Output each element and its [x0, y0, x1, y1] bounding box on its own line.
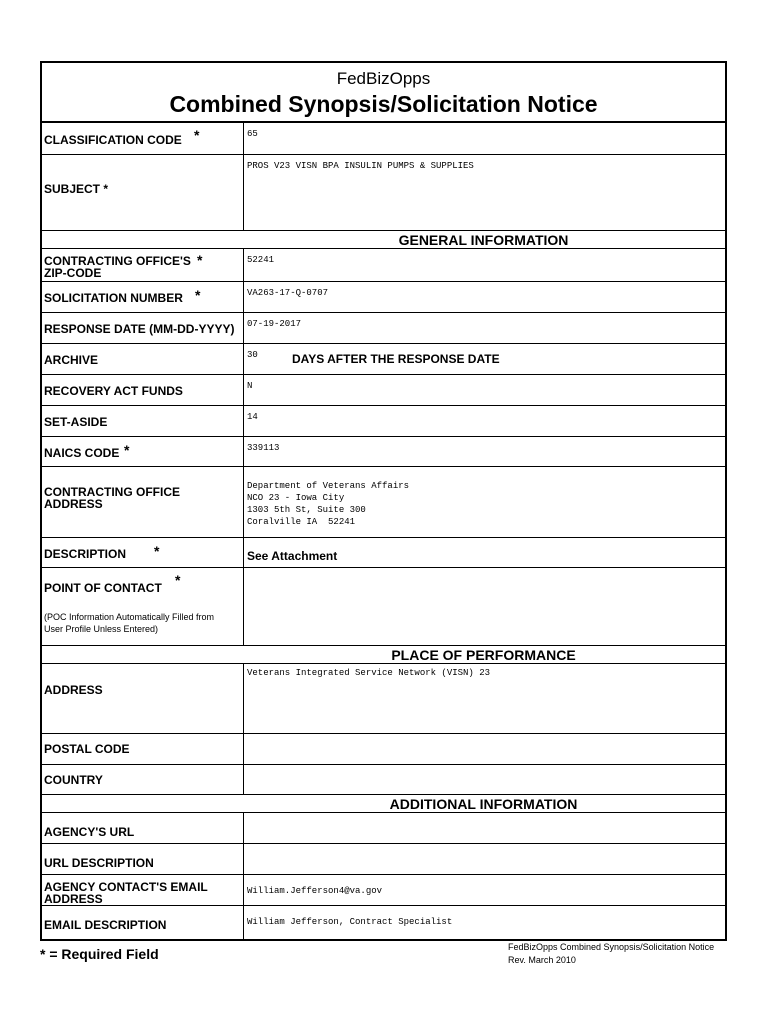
agency-contact-email-value: William.Jefferson4@va.gov: [247, 886, 383, 896]
office-address-line: NCO 23 - Iowa City: [247, 493, 345, 503]
postal-code-label: POSTAL CODE: [44, 742, 130, 756]
subject-label: SUBJECT *: [44, 182, 109, 196]
archive-suffix: DAYS AFTER THE RESPONSE DATE: [292, 352, 500, 366]
form-revision-note: [508, 941, 714, 967]
section-additional-title: ADDITIONAL INFORMATION: [389, 796, 578, 812]
archive-field[interactable]: [243, 344, 725, 374]
email-description-label: EMAIL DESCRIPTION: [44, 918, 167, 932]
archive-label: ARCHIVE: [44, 353, 99, 367]
row-naics-code: [42, 437, 725, 467]
zip-code-field[interactable]: [243, 249, 725, 281]
required-star: *: [154, 543, 160, 559]
row-pop-address: [42, 664, 725, 734]
required-star: *: [175, 572, 181, 588]
subject-field[interactable]: [243, 155, 725, 230]
section-general-title: GENERAL INFORMATION: [398, 232, 569, 248]
email-description-value: William Jefferson, Contract Specialist: [247, 917, 453, 927]
required-star: *: [194, 127, 200, 143]
pop-address-value: Veterans Integrated Service Network (VISN) 23: [247, 668, 491, 678]
agency-url-field[interactable]: [243, 813, 725, 843]
row-point-of-contact: [42, 568, 725, 646]
row-zip-code: [42, 249, 725, 282]
pop-address-label: ADDRESS: [44, 683, 103, 697]
description-label: DESCRIPTION: [44, 547, 127, 561]
row-email-description: [42, 906, 725, 939]
poc-note: (POC Information Automatically Filled from User Profile Unless Entered): [44, 612, 215, 634]
row-recovery-act-funds: [42, 375, 725, 406]
form-name: FedBizOpps Combined Synopsis/Solicitation Notice: [508, 942, 715, 952]
agency-contact-email-field[interactable]: [243, 875, 725, 905]
response-date-label: RESPONSE DATE (MM-DD-YYYY): [44, 322, 235, 336]
form-revision: Rev. March 2010: [508, 955, 576, 965]
row-agency-contact-email: [42, 875, 725, 906]
row-subject: [42, 155, 725, 231]
agency-contact-email-label: AGENCY CONTACT'S EMAIL ADDRESS: [44, 880, 208, 906]
required-star: *: [195, 287, 201, 303]
set-aside-value: 14: [247, 412, 258, 422]
set-aside-field[interactable]: [243, 406, 725, 436]
row-contracting-office-address: [42, 467, 725, 538]
classification-code-field[interactable]: [243, 123, 725, 154]
description-value: See Attachment: [247, 549, 338, 563]
url-description-label: URL DESCRIPTION: [44, 856, 154, 870]
required-field-note: * = Required Field: [40, 946, 159, 962]
row-agency-url: [42, 813, 725, 844]
section-place-title: PLACE OF PERFORMANCE: [391, 647, 576, 663]
agency-url-label: AGENCY'S URL: [44, 825, 135, 839]
office-address-line: 1303 5th St, Suite 300: [247, 505, 366, 515]
point-of-contact-label: POINT OF CONTACT: [44, 581, 162, 595]
set-aside-label: SET-ASIDE: [44, 415, 108, 429]
solicitation-number-field[interactable]: [243, 282, 725, 312]
response-date-value: 07-19-2017: [247, 319, 302, 329]
classification-code-label: CLASSIFICATION CODE: [44, 133, 182, 147]
naics-code-label: NAICS CODE: [44, 446, 120, 460]
row-classification-code: [42, 123, 725, 155]
form-title: Combined Synopsis/Solicitation Notice: [169, 91, 598, 117]
section-additional-information: [42, 795, 725, 813]
required-star: *: [124, 442, 130, 458]
section-general-information: [42, 231, 725, 249]
pop-address-field[interactable]: [243, 664, 725, 733]
solicitation-number-value: VA263-17-Q-0707: [247, 288, 329, 298]
email-description-field[interactable]: [243, 906, 725, 939]
row-description: [42, 538, 725, 568]
office-address-line: Coralville IA 52241: [247, 517, 356, 527]
office-address-line: Department of Veterans Affairs: [247, 481, 410, 491]
recovery-act-funds-value: N: [247, 381, 253, 391]
subject-value: PROS V23 VISN BPA INSULIN PUMPS & SUPPLIES: [247, 161, 474, 171]
recovery-act-funds-label: RECOVERY ACT FUNDS: [44, 384, 183, 398]
url-description-field[interactable]: [243, 844, 725, 874]
naics-code-field[interactable]: [243, 437, 725, 466]
recovery-act-funds-field[interactable]: [243, 375, 725, 405]
row-country: [42, 765, 725, 795]
row-set-aside: [42, 406, 725, 437]
zip-code-label: CONTRACTING OFFICE'S ZIP-CODE: [44, 254, 191, 280]
country-field[interactable]: [243, 765, 725, 794]
classification-code-value: 65: [247, 129, 258, 139]
point-of-contact-field[interactable]: [243, 568, 725, 645]
agency-name: FedBizOpps: [336, 69, 431, 88]
row-url-description: [42, 844, 725, 875]
solicitation-number-label: SOLICITATION NUMBER: [44, 291, 183, 305]
description-field[interactable]: [243, 538, 725, 567]
solicitation-form: [40, 61, 727, 941]
row-solicitation-number: [42, 282, 725, 313]
office-address-field[interactable]: [243, 467, 725, 537]
postal-code-field[interactable]: [243, 734, 725, 764]
required-star: *: [197, 252, 203, 268]
archive-value: 30: [247, 350, 258, 360]
section-place-of-performance: [42, 646, 725, 664]
office-address-label: CONTRACTING OFFICE ADDRESS: [44, 485, 180, 511]
naics-code-value: 339113: [247, 443, 280, 453]
zip-code-value: 52241: [247, 255, 275, 265]
response-date-field[interactable]: [243, 313, 725, 343]
row-postal-code: [42, 734, 725, 765]
country-label: COUNTRY: [44, 773, 103, 787]
row-archive: [42, 344, 725, 375]
form-header: [42, 63, 725, 123]
row-response-date: [42, 313, 725, 344]
